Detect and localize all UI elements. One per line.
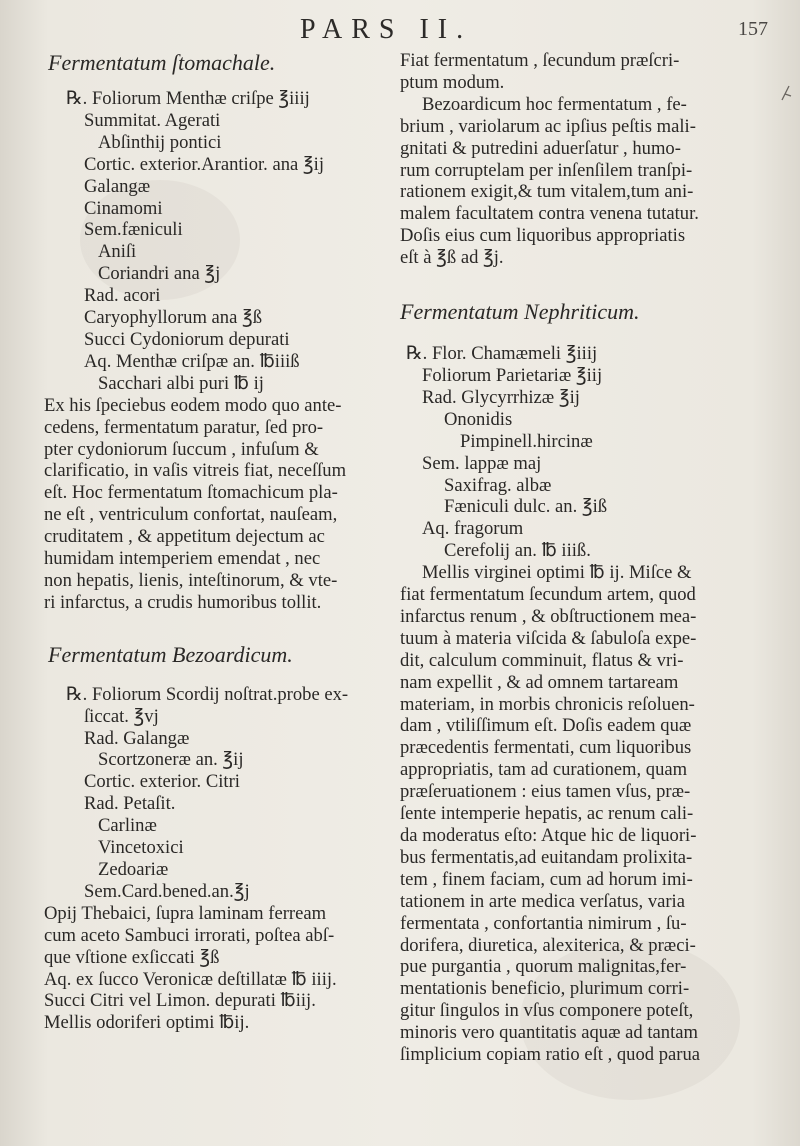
text-line: Ex his ſpeciebus eodem modo quo ante-	[44, 394, 342, 416]
right-column	[400, 50, 772, 1066]
text-line: bus fermentatis,ad euitandam prolixita-	[400, 846, 693, 868]
text-line: materiam, in morbis chronicis reſoluen-	[400, 693, 695, 715]
text-line: præcedentis fermentati, cum liquoribus	[400, 737, 692, 759]
page-number: 157	[738, 18, 768, 40]
left-column	[44, 48, 384, 1034]
text-line: cum aceto Sambuci irrorati, poſtea abſ-	[44, 924, 335, 946]
text-line: mentationis beneficio, plurimum corri-	[400, 978, 690, 1000]
recipe-bezoardicum	[44, 684, 384, 1035]
text-line: cedens, fermentatum paratur, ſed pro-	[44, 416, 324, 438]
text-line: rationem exigit,& tum vitalem,tum ani-	[400, 181, 694, 203]
text-line: Caryophyllorum ana ℥ß	[84, 307, 263, 329]
text-line: ſente intemperie hepatis, ac renum cali-	[400, 803, 694, 825]
text-line: cruditatem , & appetitum dejectum ac	[44, 526, 325, 548]
text-line: Doſis eius cum liquoribus appropriatis	[400, 225, 686, 247]
text-line: eſt à ℥ß ad ℥j.	[400, 247, 504, 269]
text-line: minoris vero quantitatis aquæ ad tantam	[400, 1022, 698, 1044]
text-line: Mellis virginei optimi ℔ ij. Miſce &	[422, 562, 692, 584]
recipe-stomachale	[44, 88, 384, 614]
text-line: dorifera, diuretica, alexiterica, & præci-	[400, 934, 696, 956]
text-line: pter cydoniorum ſuccum , infuſum &	[44, 438, 319, 460]
text-line: Rad. Glycyrrhizæ ℥ij	[422, 386, 580, 408]
text-line: fermentata , confortantia nimirum , ſu-	[400, 912, 687, 934]
text-line: Sacchari albi puri ℔ ij	[98, 372, 264, 394]
text-line: Aq. ex ſucco Veronicæ deſtillatæ ℔ iiij.	[44, 968, 337, 990]
text-line: tem , finem faciam, cum ad horum imi-	[400, 868, 693, 890]
text-line: Saxifrag. albæ	[444, 474, 552, 496]
text-line: que vſtione exſiccati ℥ß	[44, 946, 220, 968]
text-line: Galangæ	[84, 175, 151, 197]
text-line: Vincetoxici	[98, 837, 184, 859]
text-line: ſimplicium copiam ratio eſt , quod parua	[400, 1044, 701, 1066]
bezoardicum-commentary	[400, 50, 772, 269]
text-line: Bezoardicum hoc fermentatum , fe-	[422, 93, 687, 115]
text-line: Succi Citri vel Limon. depurati ℔iij.	[44, 990, 316, 1012]
text-line: rum corruptelam per inſenſilem tranſpi-	[400, 159, 693, 181]
text-line: appropriatis, tam ad curationem, quam	[400, 759, 688, 781]
text-line: brium , variolarum ac ipſius peſtis mali-	[400, 115, 696, 137]
text-line: humidam intemperiem emendat , nec	[44, 548, 321, 570]
text-line: Rad. acori	[84, 285, 161, 307]
text-line: Aq. Menthæ criſpæ an. ℔iiiß	[84, 350, 300, 372]
text-line: nam expellit , & ad omnem tartaream	[400, 671, 679, 693]
text-line: præſeruationem : eius tamen vſus, præ-	[400, 781, 691, 803]
text-line: Fæniculi dulc. an. ℥iß	[444, 496, 608, 518]
text-line: Aniſi	[98, 241, 137, 263]
text-line: Succi Cydoniorum depurati	[84, 328, 290, 350]
text-line: Cortic. exterior. Citri	[84, 771, 240, 793]
text-line: Ononidis	[444, 408, 513, 430]
text-line: fiat fermentatum ſecundum artem, quod	[400, 584, 696, 606]
text-line: Pimpinell.hircinæ	[460, 430, 593, 452]
page-header	[0, 14, 800, 44]
text-line: Opij Thebaici, ſupra laminam ferream	[44, 902, 327, 924]
text-line: eſt. Hoc fermentatum ſtomachicum pla-	[44, 482, 338, 504]
text-line: infarctus renum , & obſtructionem mea-	[400, 605, 697, 627]
recipe-nephriticum	[400, 343, 772, 1066]
text-line: ri infarctus, a crudis humoribus tollit.	[44, 591, 322, 613]
text-line: pue purgantia , quorum malignitas,fer-	[400, 956, 687, 978]
text-line: Fiat fermentatum , ſecundum præſcri-	[400, 50, 680, 71]
text-line: ℞. Flor. Chamæmeli ℥iiij	[406, 343, 598, 365]
text-line: ℞. Foliorum Scordij noſtrat.probe ex-	[66, 683, 349, 705]
text-line: Scortzoneræ an. ℥ij	[98, 749, 244, 771]
text-line: tuum à materia viſcida & ſabuloſa expe-	[400, 627, 697, 649]
text-line: ℞. Foliorum Menthæ criſpe ℥iiij	[66, 88, 310, 109]
text-line: gnitati & putredini aduerſatur , humo-	[400, 137, 681, 159]
text-line: Sem. lappæ maj	[422, 452, 542, 474]
text-line: Summitat. Agerati	[84, 109, 221, 131]
text-line: Coriandri ana ℥j	[98, 263, 221, 285]
section-title-nephriticum: Fermentatum Nephriticum.	[400, 299, 640, 325]
text-line: Sem.fæniculi	[84, 219, 183, 241]
text-line: Cinamomi	[84, 197, 163, 219]
text-line: Aq. fragorum	[422, 518, 524, 540]
text-line: Rad. Petaſit.	[84, 793, 176, 815]
section-title-bezoardicum: Fermentatum Bezoardicum.	[48, 641, 293, 667]
text-line: malem facultatem contra venena tutatur.	[400, 203, 699, 225]
text-line: Carlinæ	[98, 815, 157, 837]
text-line: Rad. Galangæ	[84, 727, 190, 749]
running-head: PARS II.	[300, 14, 473, 45]
text-line: gitur ſingulos in vſus componere poteſt,	[400, 1000, 694, 1022]
text-line: ne eſt , ventriculum confortat, nauſeam,	[44, 504, 338, 526]
text-line: Foliorum Parietariæ ℥iij	[422, 364, 603, 386]
text-line: Abſinthij pontici	[98, 131, 222, 153]
section-title-stomachale: Fermentatum ſtomachale.	[48, 50, 276, 75]
text-line: non hepatis, lienis, inteſtinorum, & vte-	[44, 569, 338, 591]
text-line: ſiccat. ℥vj	[84, 705, 159, 727]
text-line: Cortic. exterior.Arantior. ana ℥ij	[84, 153, 324, 175]
text-line: Sem.Card.bened.an.℥j	[84, 880, 250, 902]
margin-pencil-mark	[780, 84, 792, 102]
text-line: Cerefolij an. ℔ iiiß.	[444, 540, 591, 562]
text-line: tationem in arte medica verſatus, varia	[400, 890, 685, 912]
text-line: dit, calculum comminuit, flatus & vri-	[400, 649, 684, 671]
text-line: Zedoariæ	[98, 859, 169, 880]
text-line: ptum modum.	[400, 71, 505, 93]
text-line: dam , vtiliſſimum eſt. Doſis eadem quæ	[400, 715, 692, 737]
text-line: da moderatus eſto: Atque hic de liquori-	[400, 825, 697, 846]
text-line: Mellis odoriferi optimi ℔ij.	[44, 1012, 250, 1034]
text-line: clarificatio, in vaſis vitreis fiat, neceſſum	[44, 460, 347, 482]
